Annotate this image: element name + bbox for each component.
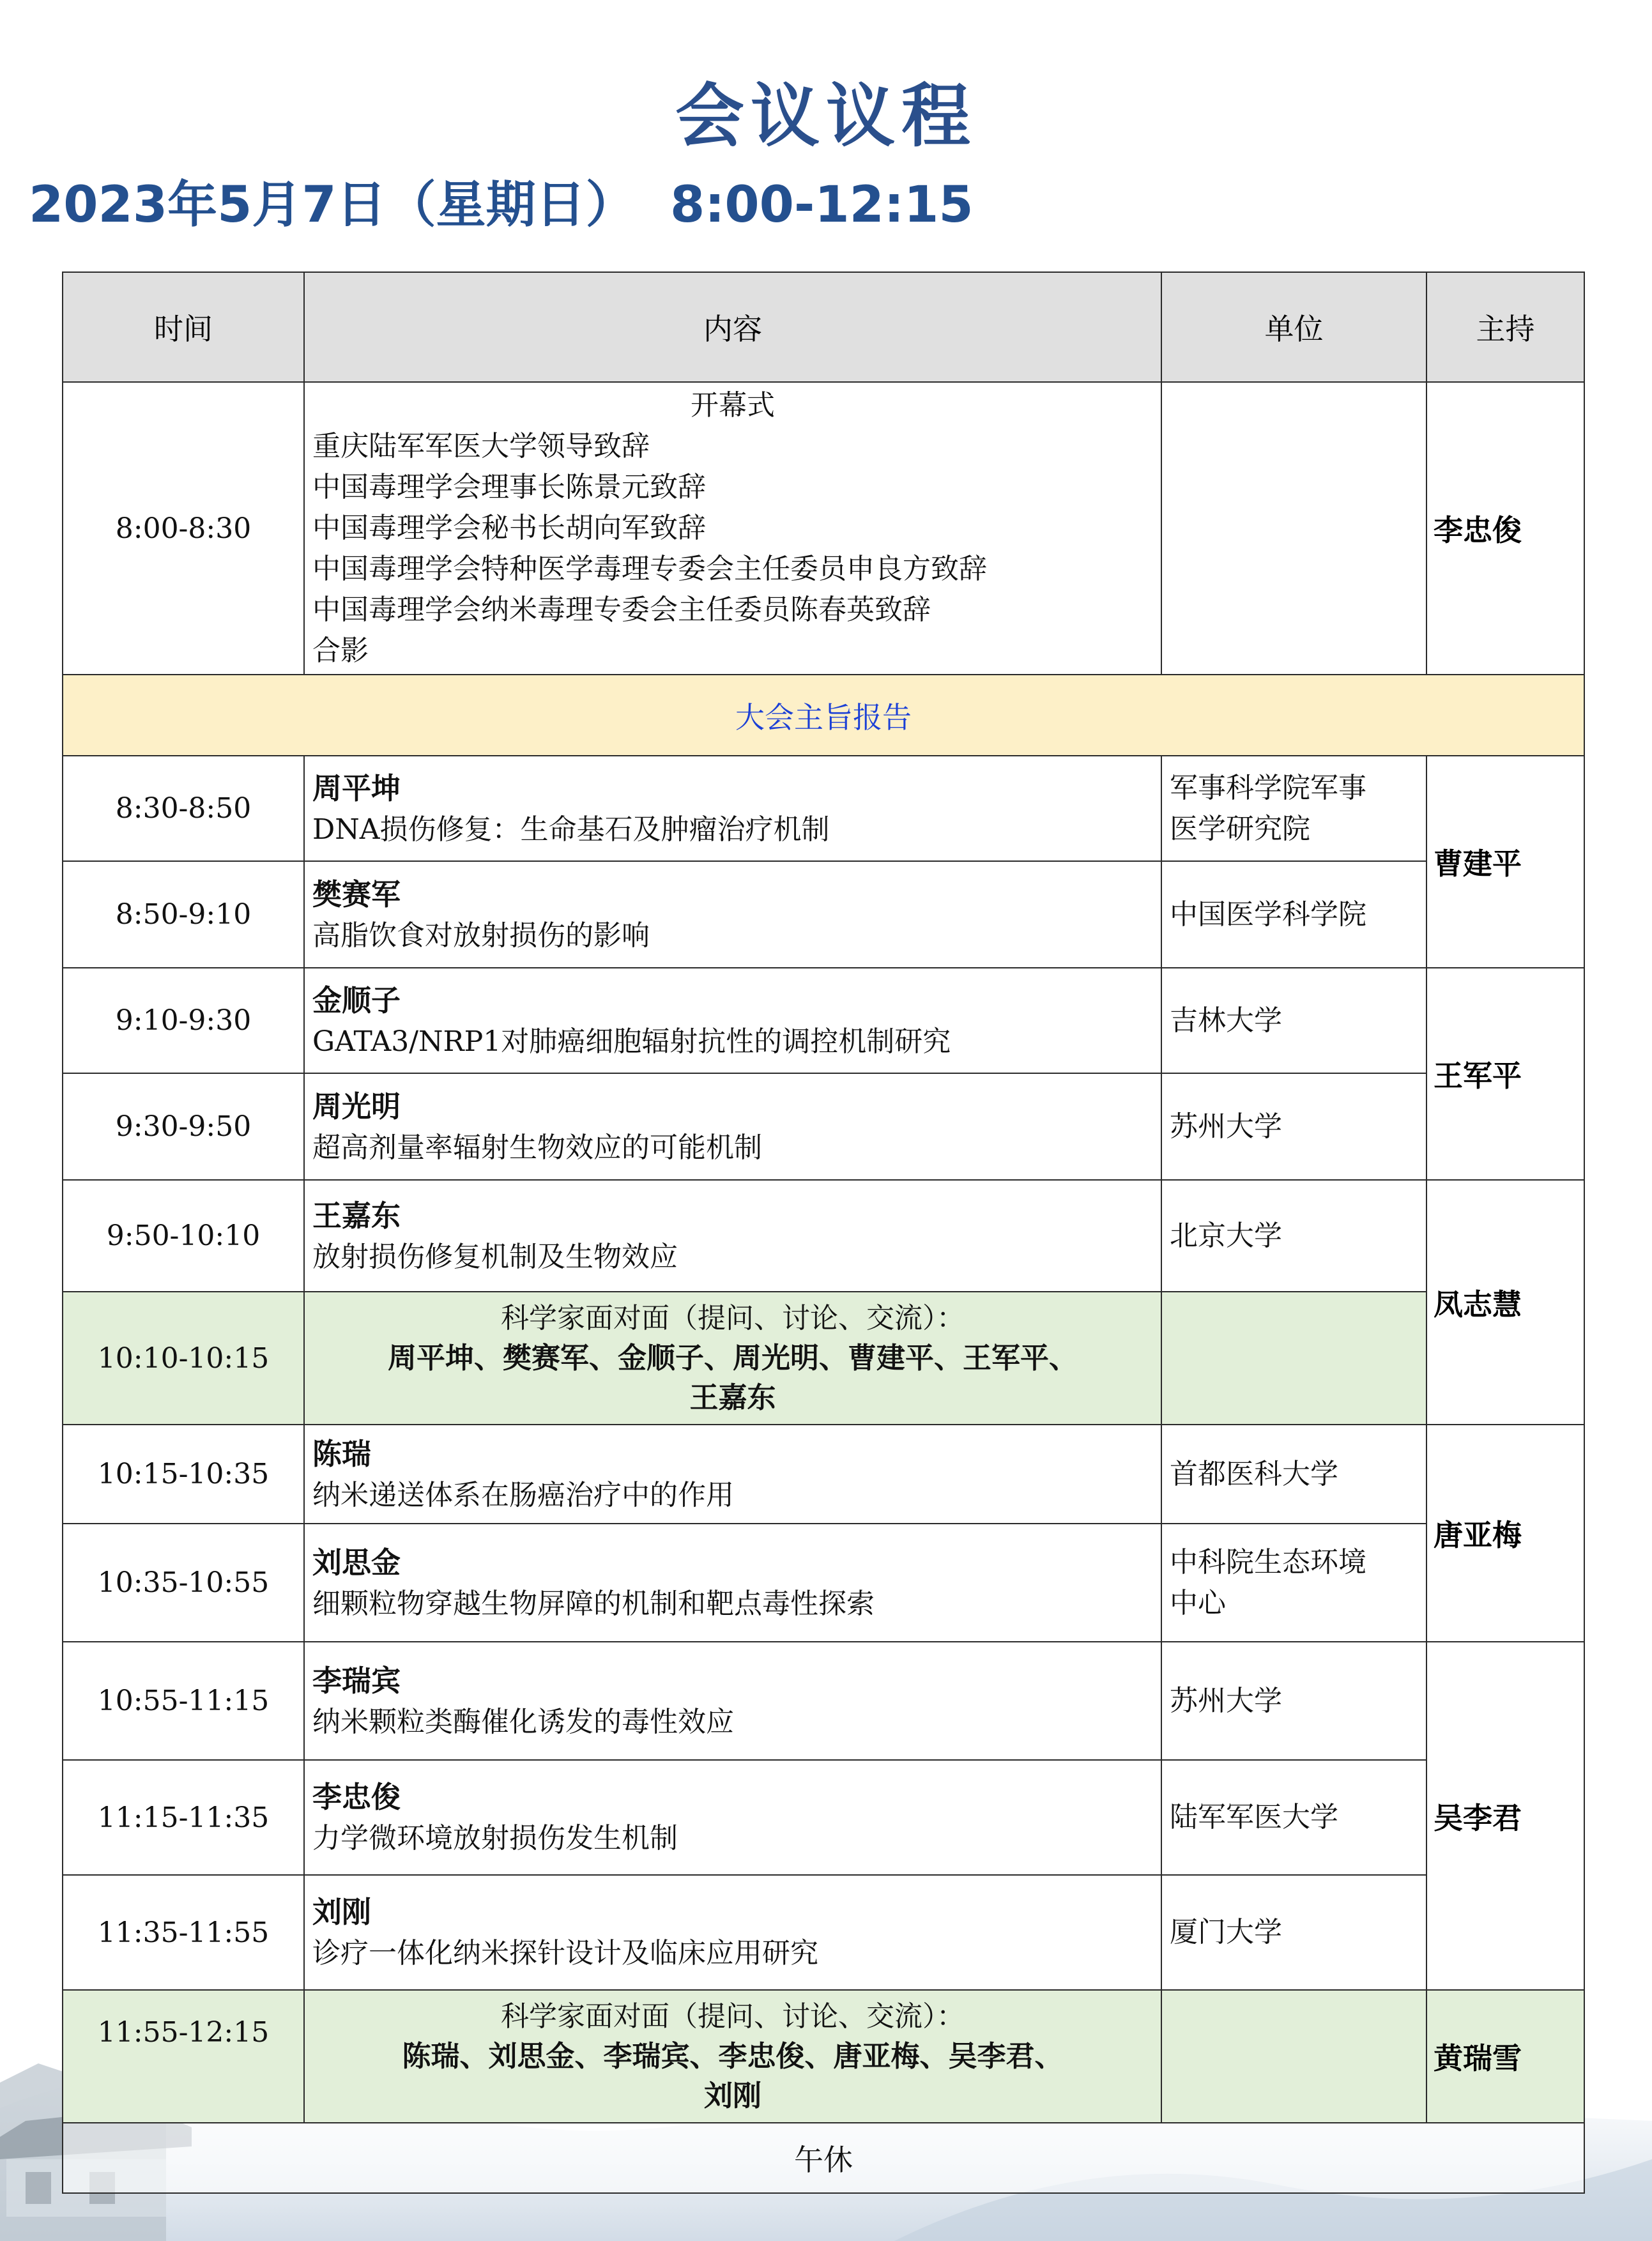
- talk-content: [304, 1425, 1161, 1524]
- qa-names: 刘刚: [703, 2079, 761, 2113]
- speaker-name: 刘刚: [312, 1895, 371, 1929]
- talk-time: 10:55-11:15: [63, 1642, 304, 1760]
- host-cell: 唐亚梅: [1426, 1425, 1584, 1642]
- talk-unit: 吉林大学: [1161, 968, 1426, 1073]
- talk-content: [304, 1760, 1161, 1875]
- section-label: 大会主旨报告: [63, 675, 1584, 756]
- unit-line: 军事科学院军事: [1170, 771, 1366, 804]
- lunch-label: 午休: [63, 2123, 1584, 2193]
- talk-unit: 陆军军医大学: [1161, 1760, 1426, 1875]
- lunch-row: [63, 2123, 1584, 2193]
- talk-unit: 首都医科大学: [1161, 1425, 1426, 1524]
- talk-title: DNA损伤修复：生命基石及肿瘤治疗机制: [312, 813, 830, 846]
- host-cell: 凤志慧: [1426, 1180, 1584, 1425]
- qa-names: 陈瑞、刘思金、李瑞宾、李忠俊、唐亚梅、吴李君、: [402, 2039, 1064, 2073]
- talk-row: [63, 1760, 1584, 1875]
- talk-title: 纳米颗粒类酶催化诱发的毒性效应: [312, 1705, 734, 1738]
- opening-line: 合影: [312, 634, 369, 667]
- talk-row: [63, 1875, 1584, 1990]
- talk-title: 细颗粒物穿越生物屏障的机制和靶点毒性探索: [312, 1587, 875, 1620]
- qa-row: [63, 1292, 1584, 1425]
- speaker-name: 周平坤: [312, 770, 401, 806]
- page-title: 会议议程: [675, 76, 977, 157]
- talk-content: [304, 1875, 1161, 1990]
- opening-host: 李忠俊: [1426, 382, 1584, 675]
- talk-time: 9:10-9:30: [63, 968, 304, 1073]
- speaker-name: 樊赛军: [312, 876, 401, 912]
- opening-line: 中国毒理学会秘书长胡向军致辞: [312, 512, 706, 544]
- talk-title: 放射损伤修复机制及生物效应: [312, 1240, 678, 1273]
- header-row: [63, 272, 1584, 382]
- talk-title: 力学微环境放射损伤发生机制: [312, 1822, 678, 1855]
- talk-time: 9:50-10:10: [63, 1180, 304, 1292]
- talk-unit: 苏州大学: [1161, 1642, 1426, 1760]
- section-row: [63, 675, 1584, 756]
- opening-row: [63, 382, 1584, 675]
- speaker-name: 陈瑞: [312, 1436, 371, 1471]
- qa-unit: [1161, 1990, 1426, 2123]
- unit-line: 中科院生态环境: [1170, 1545, 1366, 1579]
- talk-row: [63, 756, 1584, 861]
- talk-time: 10:15-10:35: [63, 1425, 304, 1524]
- talk-title: 纳米递送体系在肠癌治疗中的作用: [312, 1478, 734, 1511]
- talk-unit: 中国医学科学院: [1161, 861, 1426, 968]
- opening-unit: [1161, 382, 1426, 675]
- opening-line: 重庆陆军军医大学领导致辞: [312, 430, 650, 463]
- speaker-name: 刘思金: [312, 1545, 401, 1580]
- talk-row: [63, 1425, 1584, 1524]
- qa-names: 周平坤、樊赛军、金顺子、周光明、曹建平、王军平、: [387, 1341, 1078, 1375]
- qa-content: [304, 1292, 1161, 1425]
- host-cell: 王军平: [1426, 968, 1584, 1180]
- opening-line: 中国毒理学会特种医学毒理专委会主任委员申良方致辞: [312, 553, 987, 585]
- speaker-name: 王嘉东: [312, 1198, 401, 1233]
- talk-time: 8:50-9:10: [63, 861, 304, 968]
- speaker-name: 金顺子: [312, 983, 401, 1018]
- unit-line: 中心: [1170, 1586, 1226, 1619]
- qa-heading: 科学家面对面（提问、讨论、交流）：: [501, 1302, 965, 1335]
- host-cell: 黄瑞雪: [1426, 1990, 1584, 2123]
- talk-time: 10:35-10:55: [63, 1524, 304, 1642]
- header-unit: 单位: [1161, 272, 1426, 382]
- qa-unit: [1161, 1292, 1426, 1425]
- talk-content: [304, 1180, 1161, 1292]
- opening-line: 中国毒理学会理事长陈景元致辞: [312, 471, 706, 503]
- qa-time: 10:10-10:15: [63, 1292, 304, 1425]
- talk-row: [63, 1642, 1584, 1760]
- header-host: 主持: [1426, 272, 1584, 382]
- qa-heading: 科学家面对面（提问、讨论、交流）：: [501, 2000, 965, 2033]
- talk-title: GATA3/NRP1对肺癌细胞辐射抗性的调控机制研究: [312, 1025, 951, 1058]
- date-line: 2023年5月7日（星期日） 8:00-12:15: [29, 176, 974, 234]
- talk-row: [63, 968, 1584, 1073]
- speaker-name: 周光明: [312, 1089, 401, 1124]
- speaker-name: 李忠俊: [312, 1780, 401, 1814]
- talk-title: 超高剂量率辐射生物效应的可能机制: [312, 1131, 762, 1164]
- talk-unit: 苏州大学: [1161, 1073, 1426, 1180]
- speaker-name: 李瑞宾: [312, 1663, 401, 1698]
- header-content: 内容: [304, 272, 1161, 382]
- unit-line: 医学研究院: [1170, 812, 1310, 845]
- talk-content: [304, 1642, 1161, 1760]
- opening-line: 开幕式: [691, 389, 775, 422]
- opening-line: 中国毒理学会纳米毒理专委会主任委员陈春英致辞: [312, 593, 931, 626]
- talk-time: 11:15-11:35: [63, 1760, 304, 1875]
- talk-content: [304, 861, 1161, 968]
- talk-content: [304, 1073, 1161, 1180]
- talk-title: 高脂饮食对放射损伤的影响: [312, 919, 650, 952]
- talk-unit: 北京大学: [1161, 1180, 1426, 1292]
- talk-row: [63, 1073, 1584, 1180]
- qa-time: 11:55-12:15: [63, 1990, 304, 2123]
- talk-content: [304, 756, 1161, 861]
- talk-title: 诊疗一体化纳米探针设计及临床应用研究: [312, 1937, 818, 1969]
- talk-time: 9:30-9:50: [63, 1073, 304, 1180]
- qa-names: 王嘉东: [689, 1381, 776, 1414]
- qa-content: [304, 1990, 1161, 2123]
- host-cell: 曹建平: [1426, 756, 1584, 968]
- talk-time: 8:30-8:50: [63, 756, 304, 861]
- talk-row: [63, 861, 1584, 968]
- talk-content: [304, 1524, 1161, 1642]
- talk-time: 11:35-11:55: [63, 1875, 304, 1990]
- talk-unit: 厦门大学: [1161, 1875, 1426, 1990]
- host-cell: 吴李君: [1426, 1642, 1584, 1990]
- talk-unit: [1161, 1524, 1426, 1642]
- talk-row: [63, 1524, 1584, 1642]
- opening-content: [304, 382, 1161, 675]
- talk-content: [304, 968, 1161, 1073]
- agenda-table: [62, 272, 1585, 2194]
- talk-row: [63, 1180, 1584, 1292]
- qa-row: [63, 1990, 1584, 2123]
- header-time: 时间: [63, 272, 304, 382]
- opening-time: 8:00-8:30: [63, 382, 304, 675]
- talk-unit: [1161, 756, 1426, 861]
